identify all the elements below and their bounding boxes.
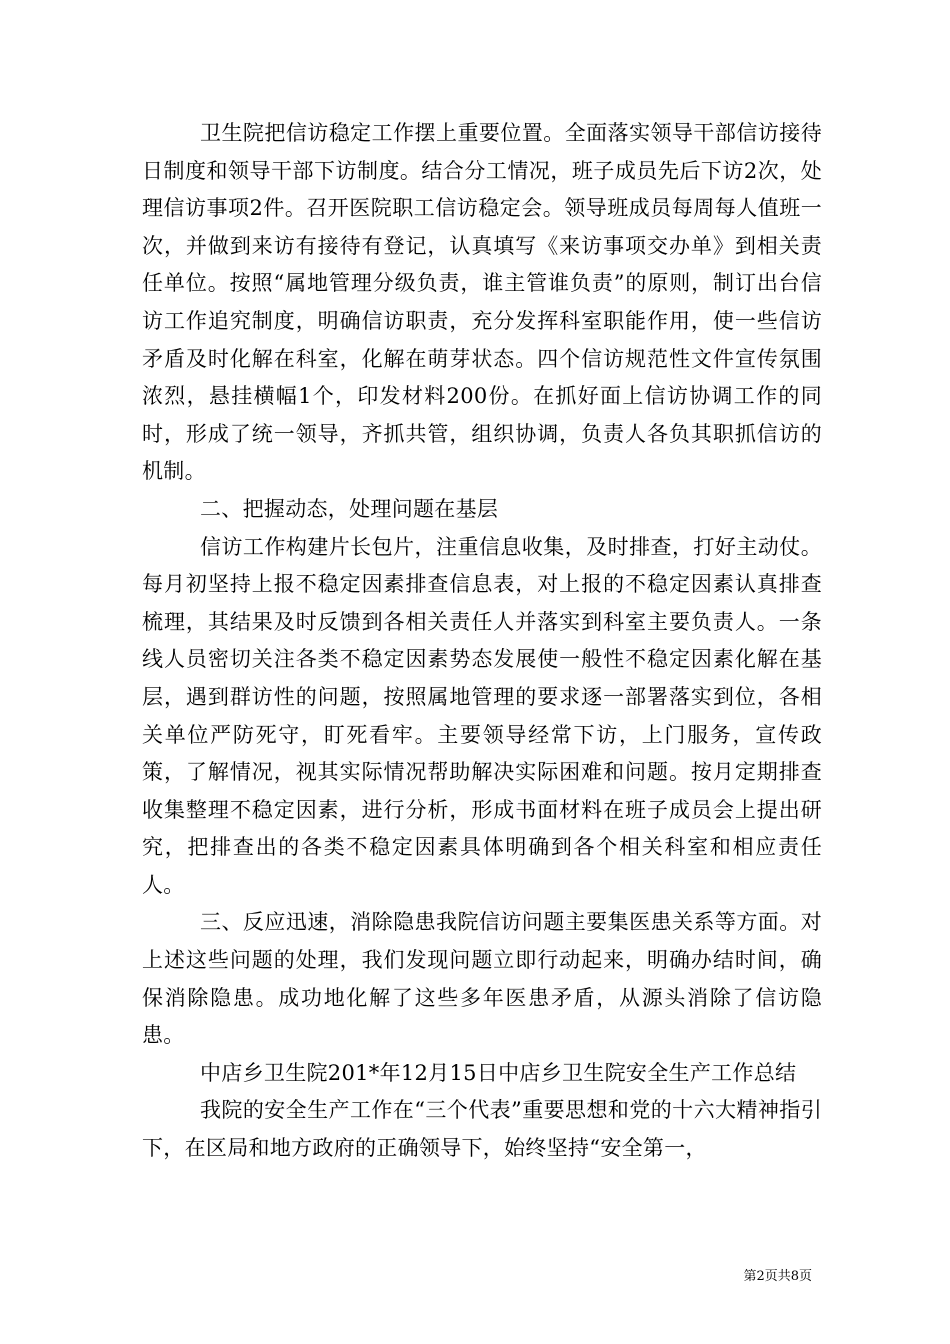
section-heading-two: 二、把握动态，处理问题在基层 bbox=[200, 496, 499, 521]
page-number-footer: 第2页共8页 bbox=[743, 1269, 812, 1284]
paragraph-safety-production: 我院的安全生产工作在“三个代表”重要思想和党的十六大精神指引下，在区局和地方政府的正确领导下，始终坚持“安全第一， bbox=[142, 1098, 822, 1161]
paragraph-grassroots-handling: 信访工作构建片长包片，注重信息收集，及时排查，打好主动仗。每月初坚持上报不稳定因素排查信息表，对上报的不稳定因素认真排查梳理，其结果及时反馈到各相关责任人并落实到科室主要负责人。一条线人员密切关注各类不稳定因素势态发展使一般性不稳定因素化解在基层，遇到群访性的问题，按照属地管理的要求逐一部署落实到位，各相关单位严防死守，盯死看牢。主要领导经常下访，上门服务，宣传政策，了解情况，视其实际情况帮助解决实际困难和问题。按月定期排查收集整理不稳定因素，进行分析，形成书面材料在班子成员会上提出研究，把排查出的各类不稳定因素具体明确到各个相关科室和相应责任人。 bbox=[142, 534, 822, 897]
paragraph-signature-title: 中店乡卫生院201*年12月15日中店乡卫生院安全生产工作总结 bbox=[200, 1060, 797, 1085]
section-heading-three: 三、反应迅速，消除隐患我院信访问题主要集医患关系等方面。对上述这些问题的处理，我们发现问题立即行动起来，明确办结时间，确保消除隐患。成功地化解了这些多年医患矛盾，从源头消除了信访隐患。 bbox=[142, 910, 822, 1048]
document-body bbox=[142, 115, 822, 1168]
paragraph-petition-priority: 卫生院把信访稳定工作摆上重要位置。全面落实领导干部信访接待日制度和领导干部下访制度。结合分工情况，班子成员先后下访2次，处理信访事项2件。召开医院职工信访稳定会。领导班成员每周每人值班一次，并做到来访有接待有登记，认真填写《来访事项交办单》到相关责任单位。按照“属地管理分级负责，谁主管谁负责”的原则，制订出台信访工作追究制度，明确信访职责，充分发挥科室职能作用，使一些信访矛盾及时化解在科室，化解在萌芽状态。四个信访规范性文件宣传氛围浓烈，悬挂横幅1个，印发材料200份。在抓好面上信访协调工作的同时，形成了统一领导，齐抓共管，组织协调，负责人各负其职抓信访的机制。 bbox=[142, 121, 822, 484]
